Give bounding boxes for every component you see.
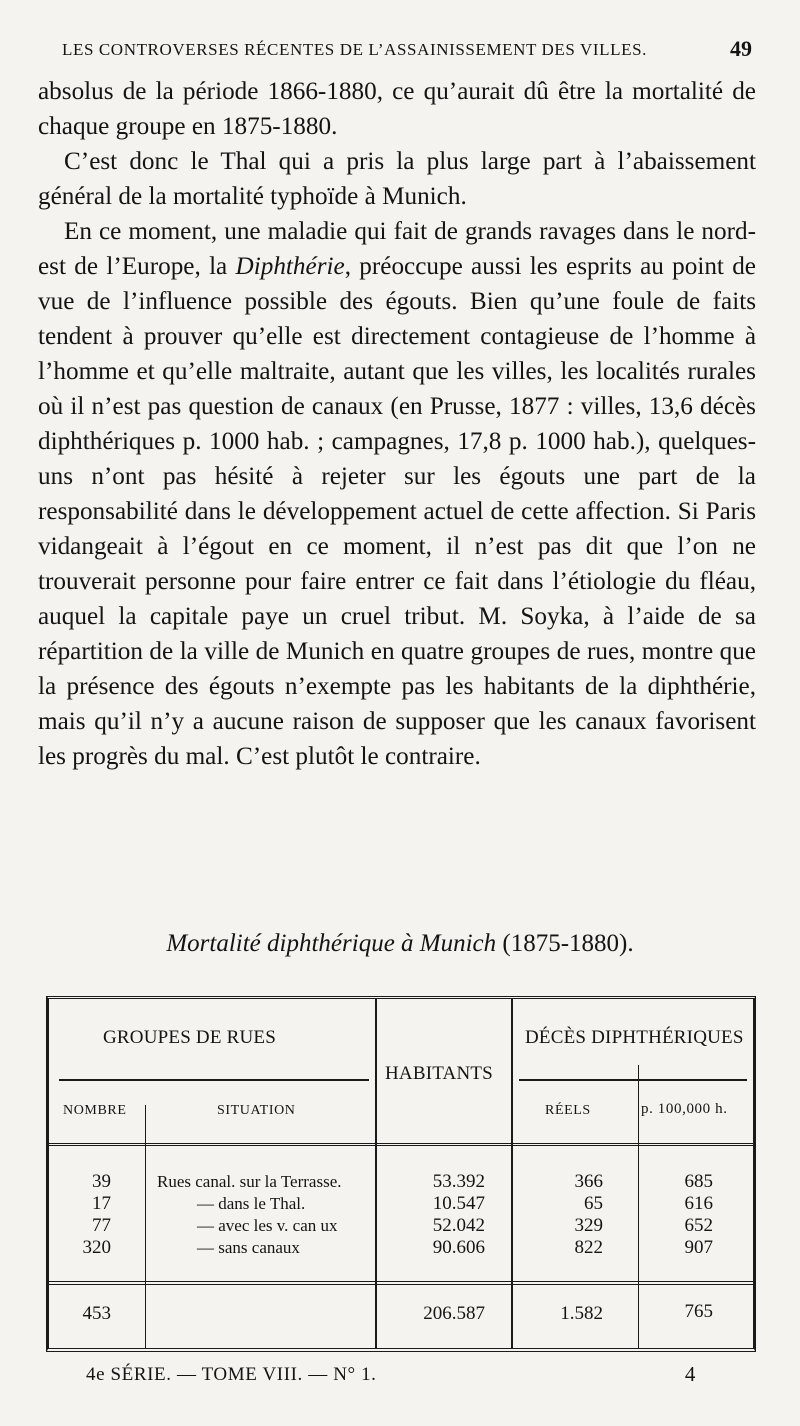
header-rule xyxy=(519,1079,747,1081)
paragraph-1: absolus de la période 1866-1880, ce qu’aurait dû être la mortalité de chaque groupe en 1875-1880. xyxy=(38,78,756,140)
footer-signature-mark: 4 xyxy=(684,1362,696,1386)
cell-habitants: 10.547 xyxy=(432,1193,485,1214)
column-rule xyxy=(375,999,377,1349)
cell-nombre: 320 xyxy=(82,1237,111,1258)
cell-habitants: 52.042 xyxy=(432,1215,485,1236)
header-rule xyxy=(59,1079,369,1081)
header-rule xyxy=(49,1145,753,1146)
cell-per-100000: 907 xyxy=(684,1237,713,1258)
cell-nombre: 77 xyxy=(92,1215,111,1236)
running-head-title: LES CONTROVERSES RÉCENTES DE L’ASSAINISSEMENT DES VILLES. xyxy=(62,40,648,59)
total-per-100000: 765 xyxy=(684,1301,713,1322)
column-rule xyxy=(638,1065,639,1349)
column-rule xyxy=(511,999,513,1349)
cell-reels: 329 xyxy=(574,1215,603,1236)
cell-habitants: 53.392 xyxy=(432,1171,485,1192)
paragraph-3-emphasis: Diphthérie xyxy=(235,253,345,280)
cell-situation: — dans le Thal. xyxy=(197,1194,306,1213)
cell-habitants: 90.606 xyxy=(432,1237,485,1258)
footer-signature-line xyxy=(86,1364,696,1386)
paragraph-3-part-b: , préoccupe aussi les esprits au point de vue de l’influence possible des égouts. Bien qu’une foule de faits tendent à prouver qu’elle est directement contagieuse de l’homme à l’homme et qu’elle maltraite, autant que les villes, les localités rurales où il n’est pas question de canaux (en Prusse, 1877 : villes, 13,6 décès diphthériques p. 1000 hab. ; campagnes, 17,8 p. 1000 hab.), quelques-uns n’ont pas hésité à rejeter sur les égouts une part de la responsabilité dans le développement actuel de cette affection. Si Paris vidangeait à l’égout en ce moment, il n’est pas dit que l’on ne trouverait personne pour faire entrer ce fait dans l’étiologie du fléau, auquel la capitale paye un cruel tribut. M. Soyka, à l’aide de sa répartition de la ville de Munich en quatre groupes de rues, montre que la présence des égouts n’exempte pas les habitants de la diphthérie, mais qu’il n’y a aucune raison de supposer que les canaux favorisent les progrès du mal. C’est plutôt le contraire. xyxy=(38,253,756,770)
total-rule xyxy=(49,1284,753,1285)
paragraph-3 xyxy=(38,214,756,774)
cell-reels: 366 xyxy=(574,1171,603,1192)
total-habitants: 206.587 xyxy=(423,1303,485,1324)
total-reels: 1.582 xyxy=(560,1303,603,1324)
header-habitants: HABITANTS xyxy=(385,1063,493,1084)
total-rule xyxy=(49,1281,753,1282)
cell-situation: — avec les v. can ux xyxy=(197,1216,338,1235)
cell-per-100000: 616 xyxy=(684,1193,713,1214)
cell-reels: 65 xyxy=(584,1193,603,1214)
cell-per-100000: 685 xyxy=(684,1171,713,1192)
cell-situation: — sans canaux xyxy=(197,1238,300,1257)
total-nombre: 453 xyxy=(82,1303,111,1324)
paragraph-3-part-a: En ce moment, une maladie qui fait de grands ravages dans le nord-est de l’Europe, la xyxy=(38,218,756,280)
header-rule xyxy=(49,1143,753,1144)
body-text xyxy=(38,74,756,774)
column-rule xyxy=(145,1105,146,1349)
table-caption-title: Mortalité diphthérique à Munich xyxy=(166,930,497,957)
running-head xyxy=(62,36,752,61)
mortality-table xyxy=(46,996,756,1352)
header-reels: RÉELS xyxy=(545,1103,591,1118)
cell-nombre: 17 xyxy=(92,1193,111,1214)
header-deces: DÉCÈS DIPHTHÉRIQUES xyxy=(525,1027,744,1048)
header-situation: SITUATION xyxy=(217,1103,296,1118)
header-per-100000: p. 100,000 h. xyxy=(641,1101,728,1117)
table-caption xyxy=(0,930,800,958)
paragraph-2: C’est donc le Thal qui a pris la plus large part à l’abaissement général de la mortalité typhoïde à Munich. xyxy=(38,148,756,210)
table-caption-years: (1875-1880). xyxy=(502,930,634,957)
page-number: 49 xyxy=(730,36,752,61)
footer-series: 4e SÉRIE. — TOME VIII. — N° 1. xyxy=(86,1364,377,1385)
cell-reels: 822 xyxy=(574,1237,603,1258)
cell-nombre: 39 xyxy=(92,1171,111,1192)
header-groupes: GROUPES DE RUES xyxy=(103,1027,276,1048)
cell-situation: Rues canal. sur la Terrasse. xyxy=(157,1172,342,1191)
header-nombre: NOMBRE xyxy=(63,1103,127,1118)
cell-per-100000: 652 xyxy=(684,1215,713,1236)
